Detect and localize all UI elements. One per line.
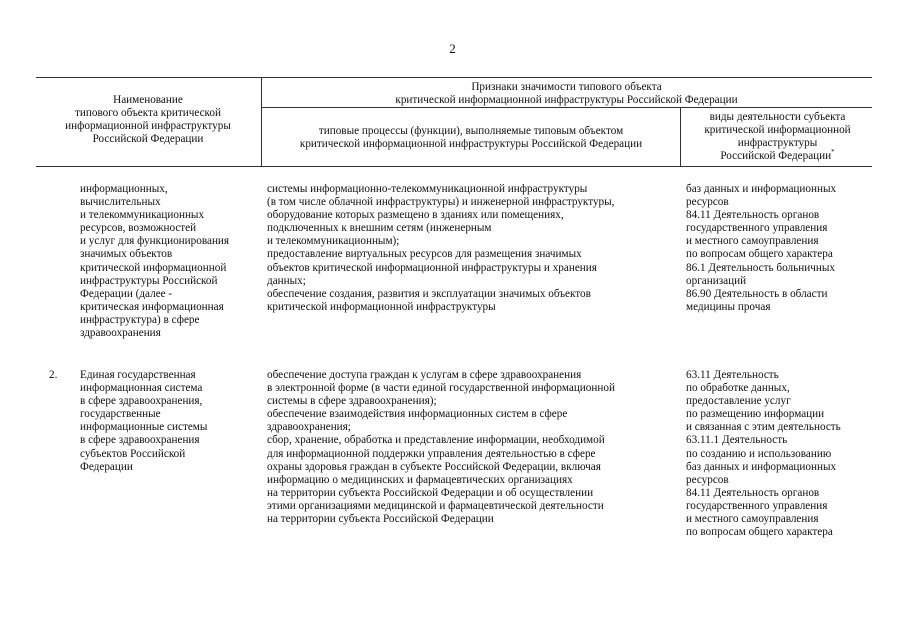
header-object-name xyxy=(40,94,256,146)
cell-line: сбор, хранение, обработка и представление информации, необходимой xyxy=(267,434,605,447)
cell-line: охраны здоровья граждан в субъекте Российской Федерации, включая xyxy=(267,460,601,473)
cell-line: здравоохранения xyxy=(80,327,161,340)
cell-line: подключенных к внешним сетям (инженерным xyxy=(267,222,492,235)
table-top-rule xyxy=(36,77,872,78)
cell-line: обеспечение создания, развития и эксплуатации значимых объектов xyxy=(267,287,591,300)
header-line: Российской Федерации* xyxy=(720,148,835,163)
header-line: критической информационной инфраструктуры Российской Федерации xyxy=(299,138,643,151)
row-1-processes xyxy=(267,183,677,314)
header-line: Признаки значимости типового объекта xyxy=(471,81,662,93)
cell-line: Федерации xyxy=(80,460,133,473)
cell-line: объектов критической информационной инфраструктуры и хранения xyxy=(267,261,597,274)
header-line: Российской Федерации xyxy=(92,133,204,146)
cell-line: и местного самоуправления xyxy=(686,513,819,526)
cell-line: инфраструктура) в сфере xyxy=(80,313,200,326)
cell-line: по вопросам общего характера xyxy=(686,248,833,261)
cell-line: критическая информационная xyxy=(80,300,224,313)
cell-line: 84.11 Деятельность органов xyxy=(686,486,820,499)
cell-line: в электронной форме (в части единой государственной информационной xyxy=(267,382,615,395)
cell-line: баз данных и информационных xyxy=(686,183,837,195)
cell-line: по обработке данных, xyxy=(686,382,790,395)
cell-line: ресурсов xyxy=(686,196,729,209)
cell-line: обеспечение доступа граждан к услугам в сфере здравоохранения xyxy=(267,369,582,381)
cell-line: государственные xyxy=(80,408,161,421)
cell-line: информационные системы xyxy=(80,421,208,434)
cell-line: по вопросам общего характера xyxy=(686,526,833,539)
header-significance-signs xyxy=(264,81,869,107)
cell-line: субъектов Российской xyxy=(80,447,186,460)
cell-line: информационная система xyxy=(80,382,203,395)
cell-line: инфраструктуры Российской xyxy=(80,274,218,287)
cell-line: информационных, xyxy=(80,183,168,195)
cell-line: этими организациями медицинской и фармацевтической деятельности xyxy=(267,499,604,512)
cell-line: Единая государственная xyxy=(80,369,196,381)
cell-line: и телекоммуникационных xyxy=(80,209,205,222)
cell-line: предоставление услуг xyxy=(686,395,791,408)
cell-line: и местного самоуправления xyxy=(686,235,819,248)
header-line: инфраструктуры xyxy=(737,137,818,150)
header-line: виды деятельности субъекта xyxy=(709,111,846,123)
column-divider-name xyxy=(261,77,262,166)
cell-line: информацию о медицинских и фармацевтических организациях xyxy=(267,473,573,486)
footnote-mark: * xyxy=(831,148,835,157)
cell-line: медицины прочая xyxy=(686,300,771,313)
row-2-activities xyxy=(686,369,872,539)
cell-line: по размещению информации xyxy=(686,408,825,421)
cell-line: и связанная с этим деятельность xyxy=(686,421,841,434)
cell-line: и услуг для функционирования xyxy=(80,235,230,248)
cell-line: Федерации (далее - xyxy=(80,287,173,300)
page-number: 2 xyxy=(449,41,456,56)
cell-line: критической информационной инфраструктуры xyxy=(267,300,496,313)
row-1-activities xyxy=(686,183,872,314)
cell-line: 86.1 Деятельность больничных xyxy=(686,261,835,274)
cell-line: государственного управления xyxy=(686,499,828,512)
header-line: информационной инфраструктуры xyxy=(65,120,231,133)
cell-line: системы в сфере здравоохранения); xyxy=(267,395,437,408)
cell-line: для информационной поддержки управления деятельностью в сфере xyxy=(267,447,596,460)
header-line: критической информационной xyxy=(704,124,851,137)
cell-line: оборудование которых размещено в зданиях или помещениях, xyxy=(267,209,564,222)
cell-line: на территории субъекта Российской Федерации и об осуществлении xyxy=(267,486,594,499)
header-typical-processes xyxy=(264,125,678,151)
row-2-processes xyxy=(267,369,677,526)
cell-line: по созданию и использованию xyxy=(686,447,832,460)
header-activity-types xyxy=(683,111,872,163)
header-line: типовые процессы (функции), выполняемые типовым объектом xyxy=(318,125,624,137)
cell-line: 63.11 Деятельность xyxy=(686,369,779,381)
row-2-object-name xyxy=(80,369,260,474)
cell-line: государственного управления xyxy=(686,222,828,235)
row-1-object-name xyxy=(80,183,260,340)
cell-line: 86.90 Деятельность в области xyxy=(686,287,828,300)
row-2-number: 2. xyxy=(49,369,58,381)
cell-line: в сфере здравоохранения, xyxy=(80,395,203,408)
cell-line: на территории субъекта Российской Федерации xyxy=(267,513,494,526)
cell-line: предоставление виртуальных ресурсов для размещения значимых xyxy=(267,248,582,261)
cell-line: (в том числе облачной инфраструктуры) и инженерной инфраструктуры, xyxy=(267,196,615,209)
cell-line: организаций xyxy=(686,274,747,287)
cell-line: ресурсов xyxy=(686,473,729,486)
column-divider-activities xyxy=(680,108,681,166)
header-bottom-rule xyxy=(36,166,872,167)
cell-line: 84.11 Деятельность органов xyxy=(686,209,820,222)
cell-line: здравоохранения; xyxy=(267,421,351,434)
header-line: типового объекта критической xyxy=(75,107,221,120)
cell-line: баз данных и информационных xyxy=(686,460,837,473)
header-line: Наименование xyxy=(113,94,183,106)
cell-line: значимых объектов xyxy=(80,248,173,261)
cell-line: ресурсов, возможностей xyxy=(80,222,197,235)
cell-line: данных; xyxy=(267,274,306,287)
cell-line: в сфере здравоохранения xyxy=(80,434,200,447)
cell-line: критической информационной xyxy=(80,261,227,274)
cell-line: и телекоммуникационным); xyxy=(267,235,400,248)
header-line: критической информационной инфраструктуры Российской Федерации xyxy=(395,94,738,107)
cell-line: вычислительных xyxy=(80,196,161,209)
cell-line: обеспечение взаимодействия информационных систем в сфере xyxy=(267,408,568,421)
cell-line: системы информационно-телекоммуникационной инфраструктуры xyxy=(267,183,588,195)
cell-line: 63.11.1 Деятельность xyxy=(686,434,788,447)
